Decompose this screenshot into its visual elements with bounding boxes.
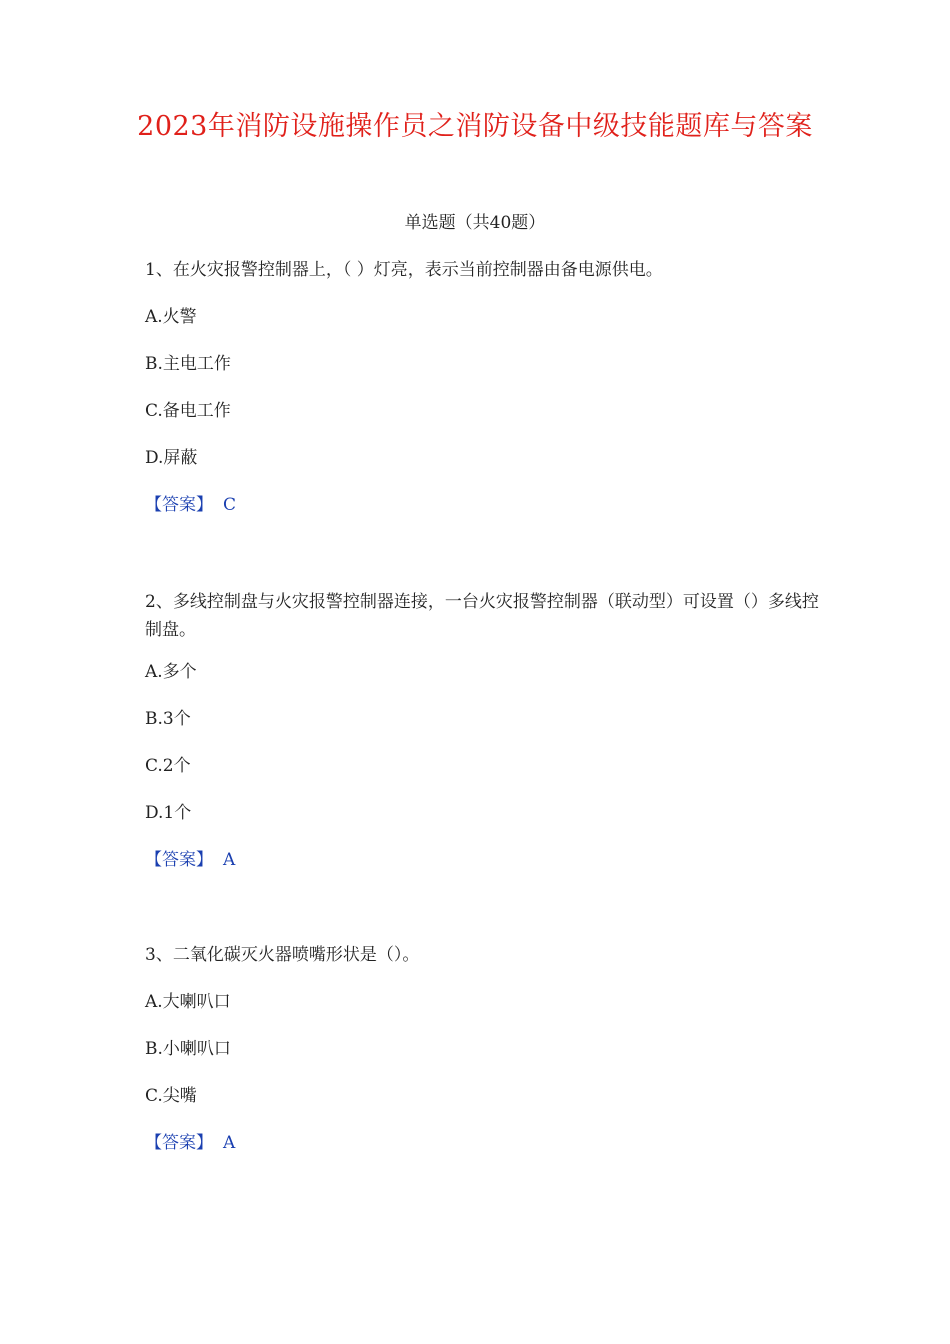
option-item: A.火警 — [145, 307, 197, 327]
section-heading: 单选题（共40题） — [404, 213, 546, 233]
answer-label: 【答案】 — [145, 850, 213, 870]
answer-line — [145, 1131, 235, 1155]
question-stem: 3、二氧化碳灭火器喷嘴形状是（）。 — [145, 945, 420, 965]
option-item: B.3个 — [145, 709, 191, 729]
option-item: A.大喇叭口 — [145, 992, 231, 1012]
option-item: B.小喇叭口 — [145, 1039, 231, 1059]
option-item: C.备电工作 — [145, 401, 231, 421]
answer-line — [145, 493, 236, 517]
document-title: 2023年消防设施操作员之消防设备中级技能题库与答案 — [137, 111, 813, 142]
answer-label: 【答案】 — [145, 1133, 213, 1153]
option-item: D.屏蔽 — [145, 448, 198, 468]
answer-line — [145, 848, 235, 872]
option-item: A.多个 — [145, 662, 197, 682]
answer-label: 【答案】 — [145, 495, 213, 515]
option-item: B.主电工作 — [145, 354, 231, 374]
question-stem: 1、在火灾报警控制器上，（ ）灯亮，表示当前控制器由备电源供电。 — [145, 260, 663, 280]
answer-value: A — [223, 1133, 236, 1153]
answer-value: A — [223, 850, 236, 870]
answer-value: C — [223, 495, 237, 515]
question-stem: 2、多线控制盘与火灾报警控制器连接，一台火灾报警控制器（联动型）可设置（）多线控制盘。 — [145, 592, 819, 640]
option-item: D.1个 — [145, 803, 192, 823]
option-item: C.2个 — [145, 756, 191, 776]
option-item: C.尖嘴 — [145, 1086, 197, 1106]
